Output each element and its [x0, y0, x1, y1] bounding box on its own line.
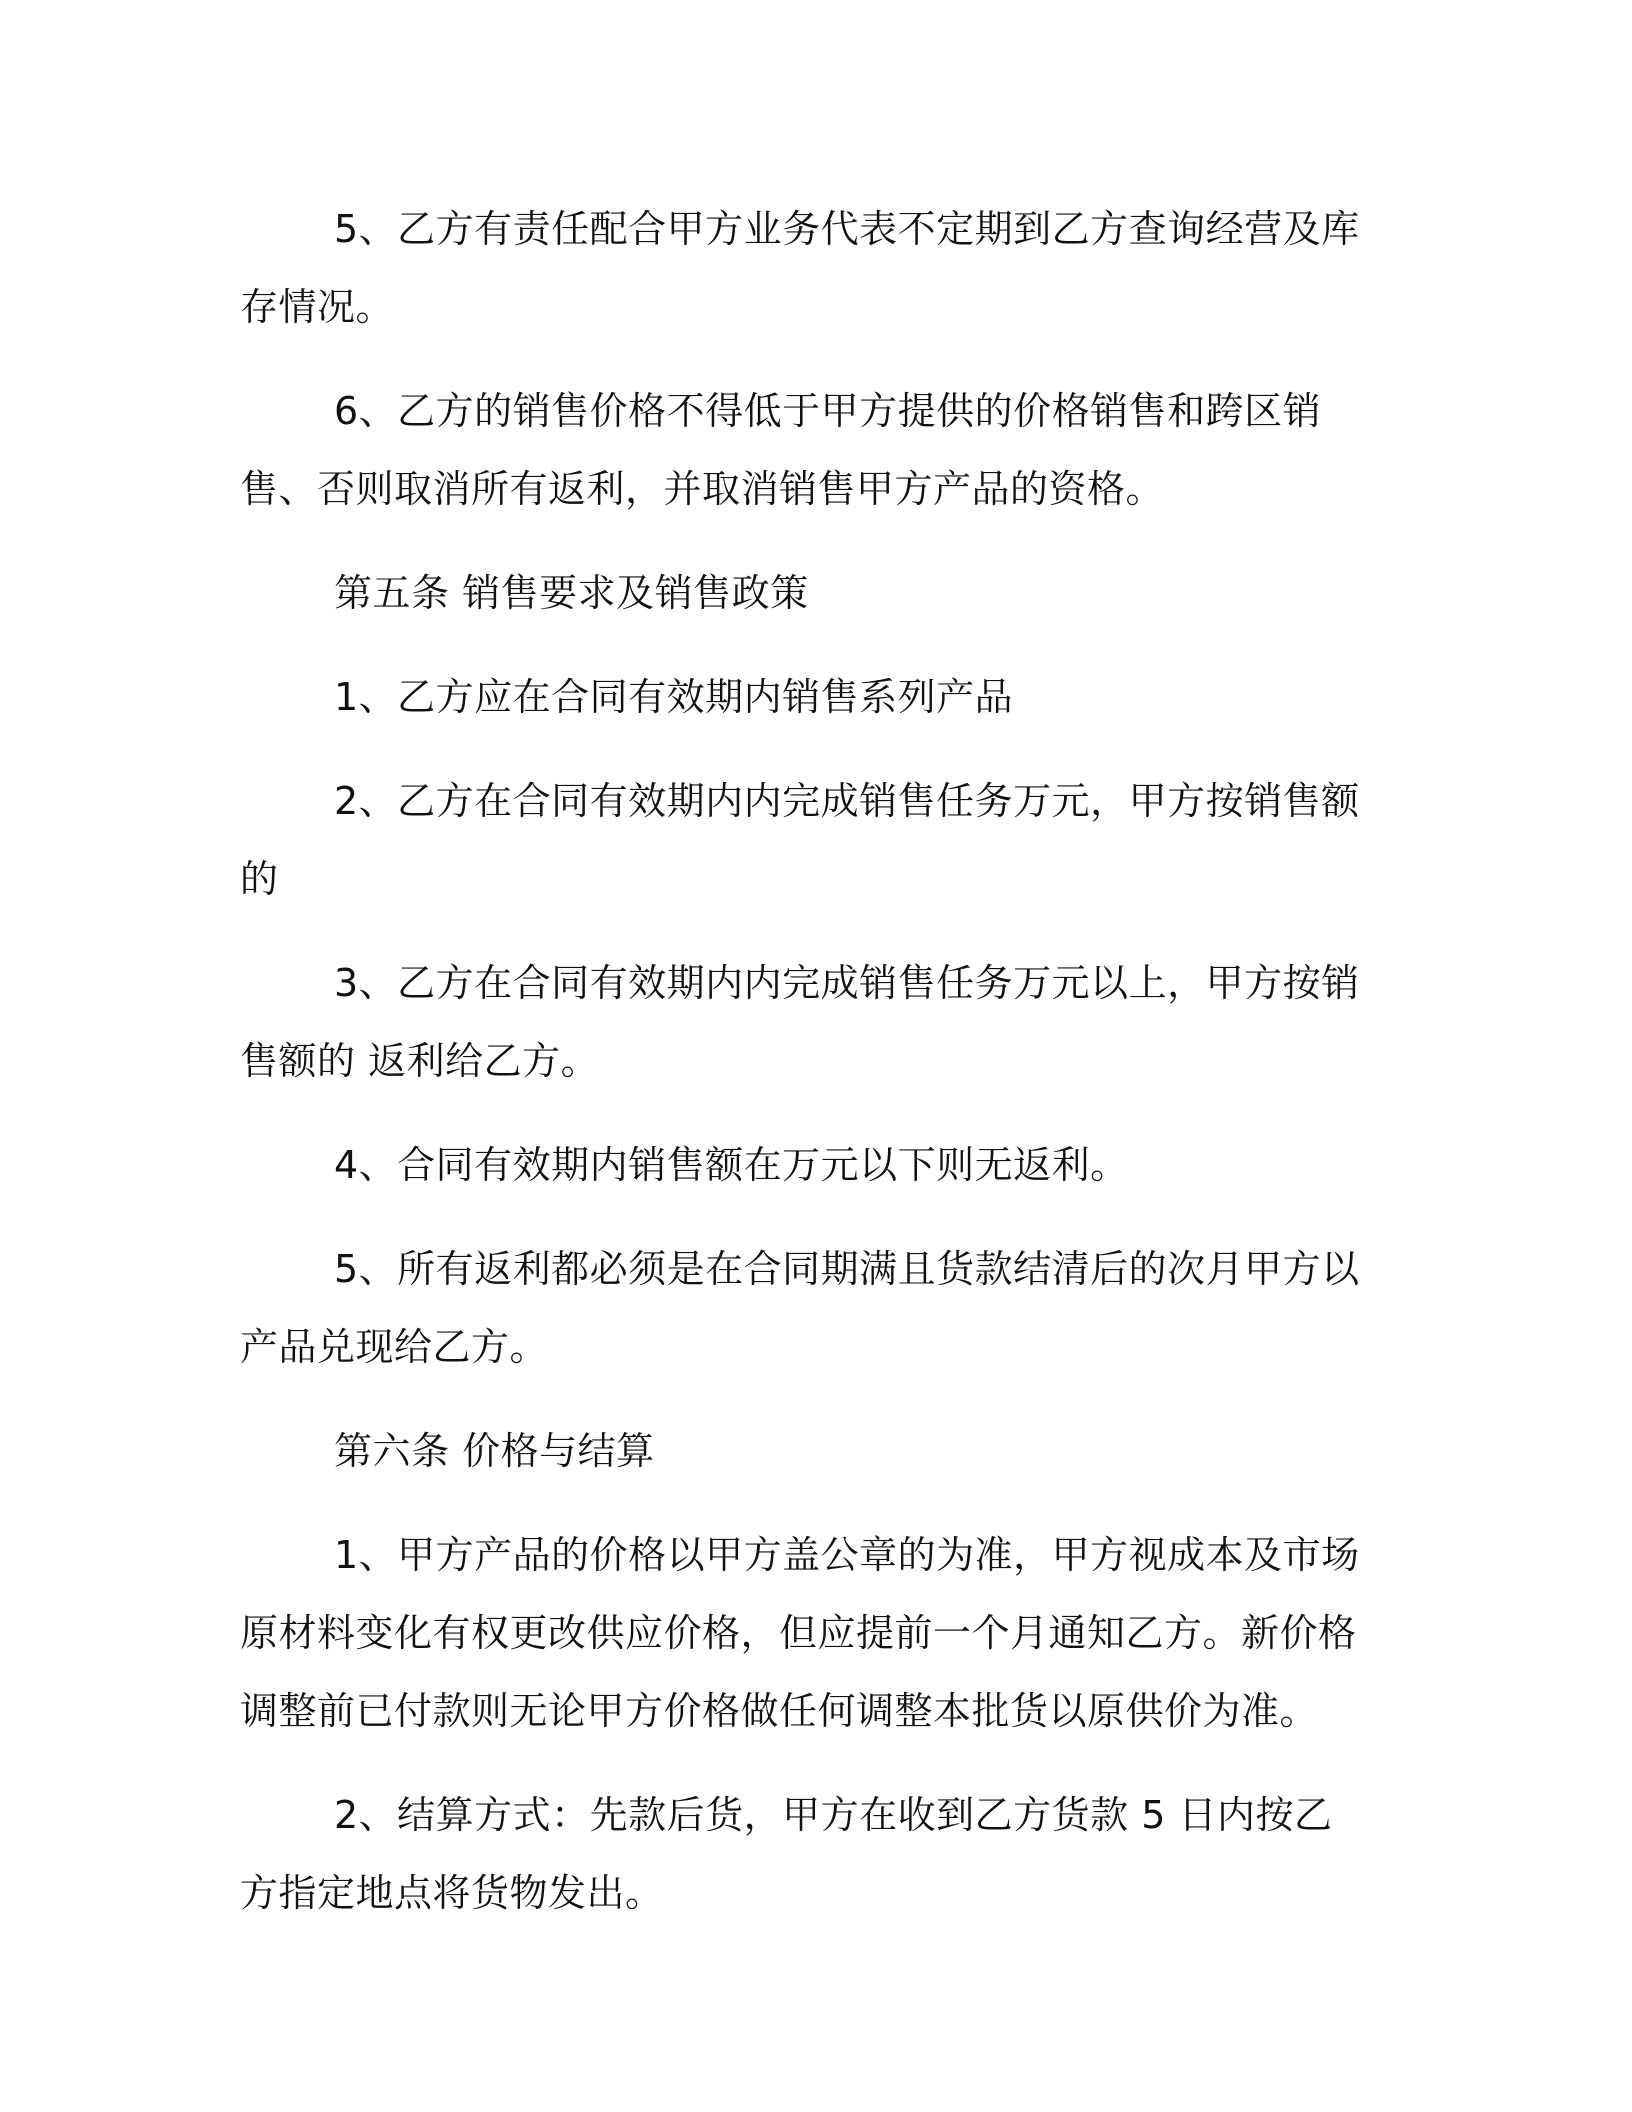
document-body [240, 190, 1360, 1932]
clause-paragraph: 5、所有返利都必须是在合同期满且货款结清后的次月甲方以产品兑现给乙方。 [240, 1247, 1360, 1369]
clause-paragraph: 1、甲方产品的价格以甲方盖公章的为准，甲方视成本及市场原材料变化有权更改供应价格，但应提前一个月通知乙方。新价格调整前已付款则无论甲方价格做任何调整本批货以原供价为准。 [240, 1533, 1360, 1733]
section-heading: 第五条 销售要求及销售政策 [334, 571, 809, 615]
clause-paragraph: 5、乙方有责任配合甲方业务代表不定期到乙方查询经营及库存情况。 [240, 207, 1360, 329]
clause-paragraph: 1、乙方应在合同有效期内销售系列产品 [334, 675, 1014, 719]
clause-paragraph: 6、乙方的销售价格不得低于甲方提供的价格销售和跨区销售、否则取消所有返利，并取消销售甲方产品的资格。 [240, 389, 1322, 511]
clause-paragraph: 4、合同有效期内销售额在万元以下则无返利。 [334, 1143, 1129, 1187]
section-heading: 第六条 价格与结算 [334, 1429, 655, 1473]
clause-paragraph: 2、结算方式：先款后货，甲方在收到乙方货款 5 日内按乙方指定地点将货物发出。 [240, 1793, 1333, 1915]
clause-paragraph: 2、乙方在合同有效期内内完成销售任务万元，甲方按销售额的 [240, 779, 1360, 901]
clause-paragraph: 3、乙方在合同有效期内内完成销售任务万元以上，甲方按销售额的 返利给乙方。 [240, 961, 1360, 1083]
